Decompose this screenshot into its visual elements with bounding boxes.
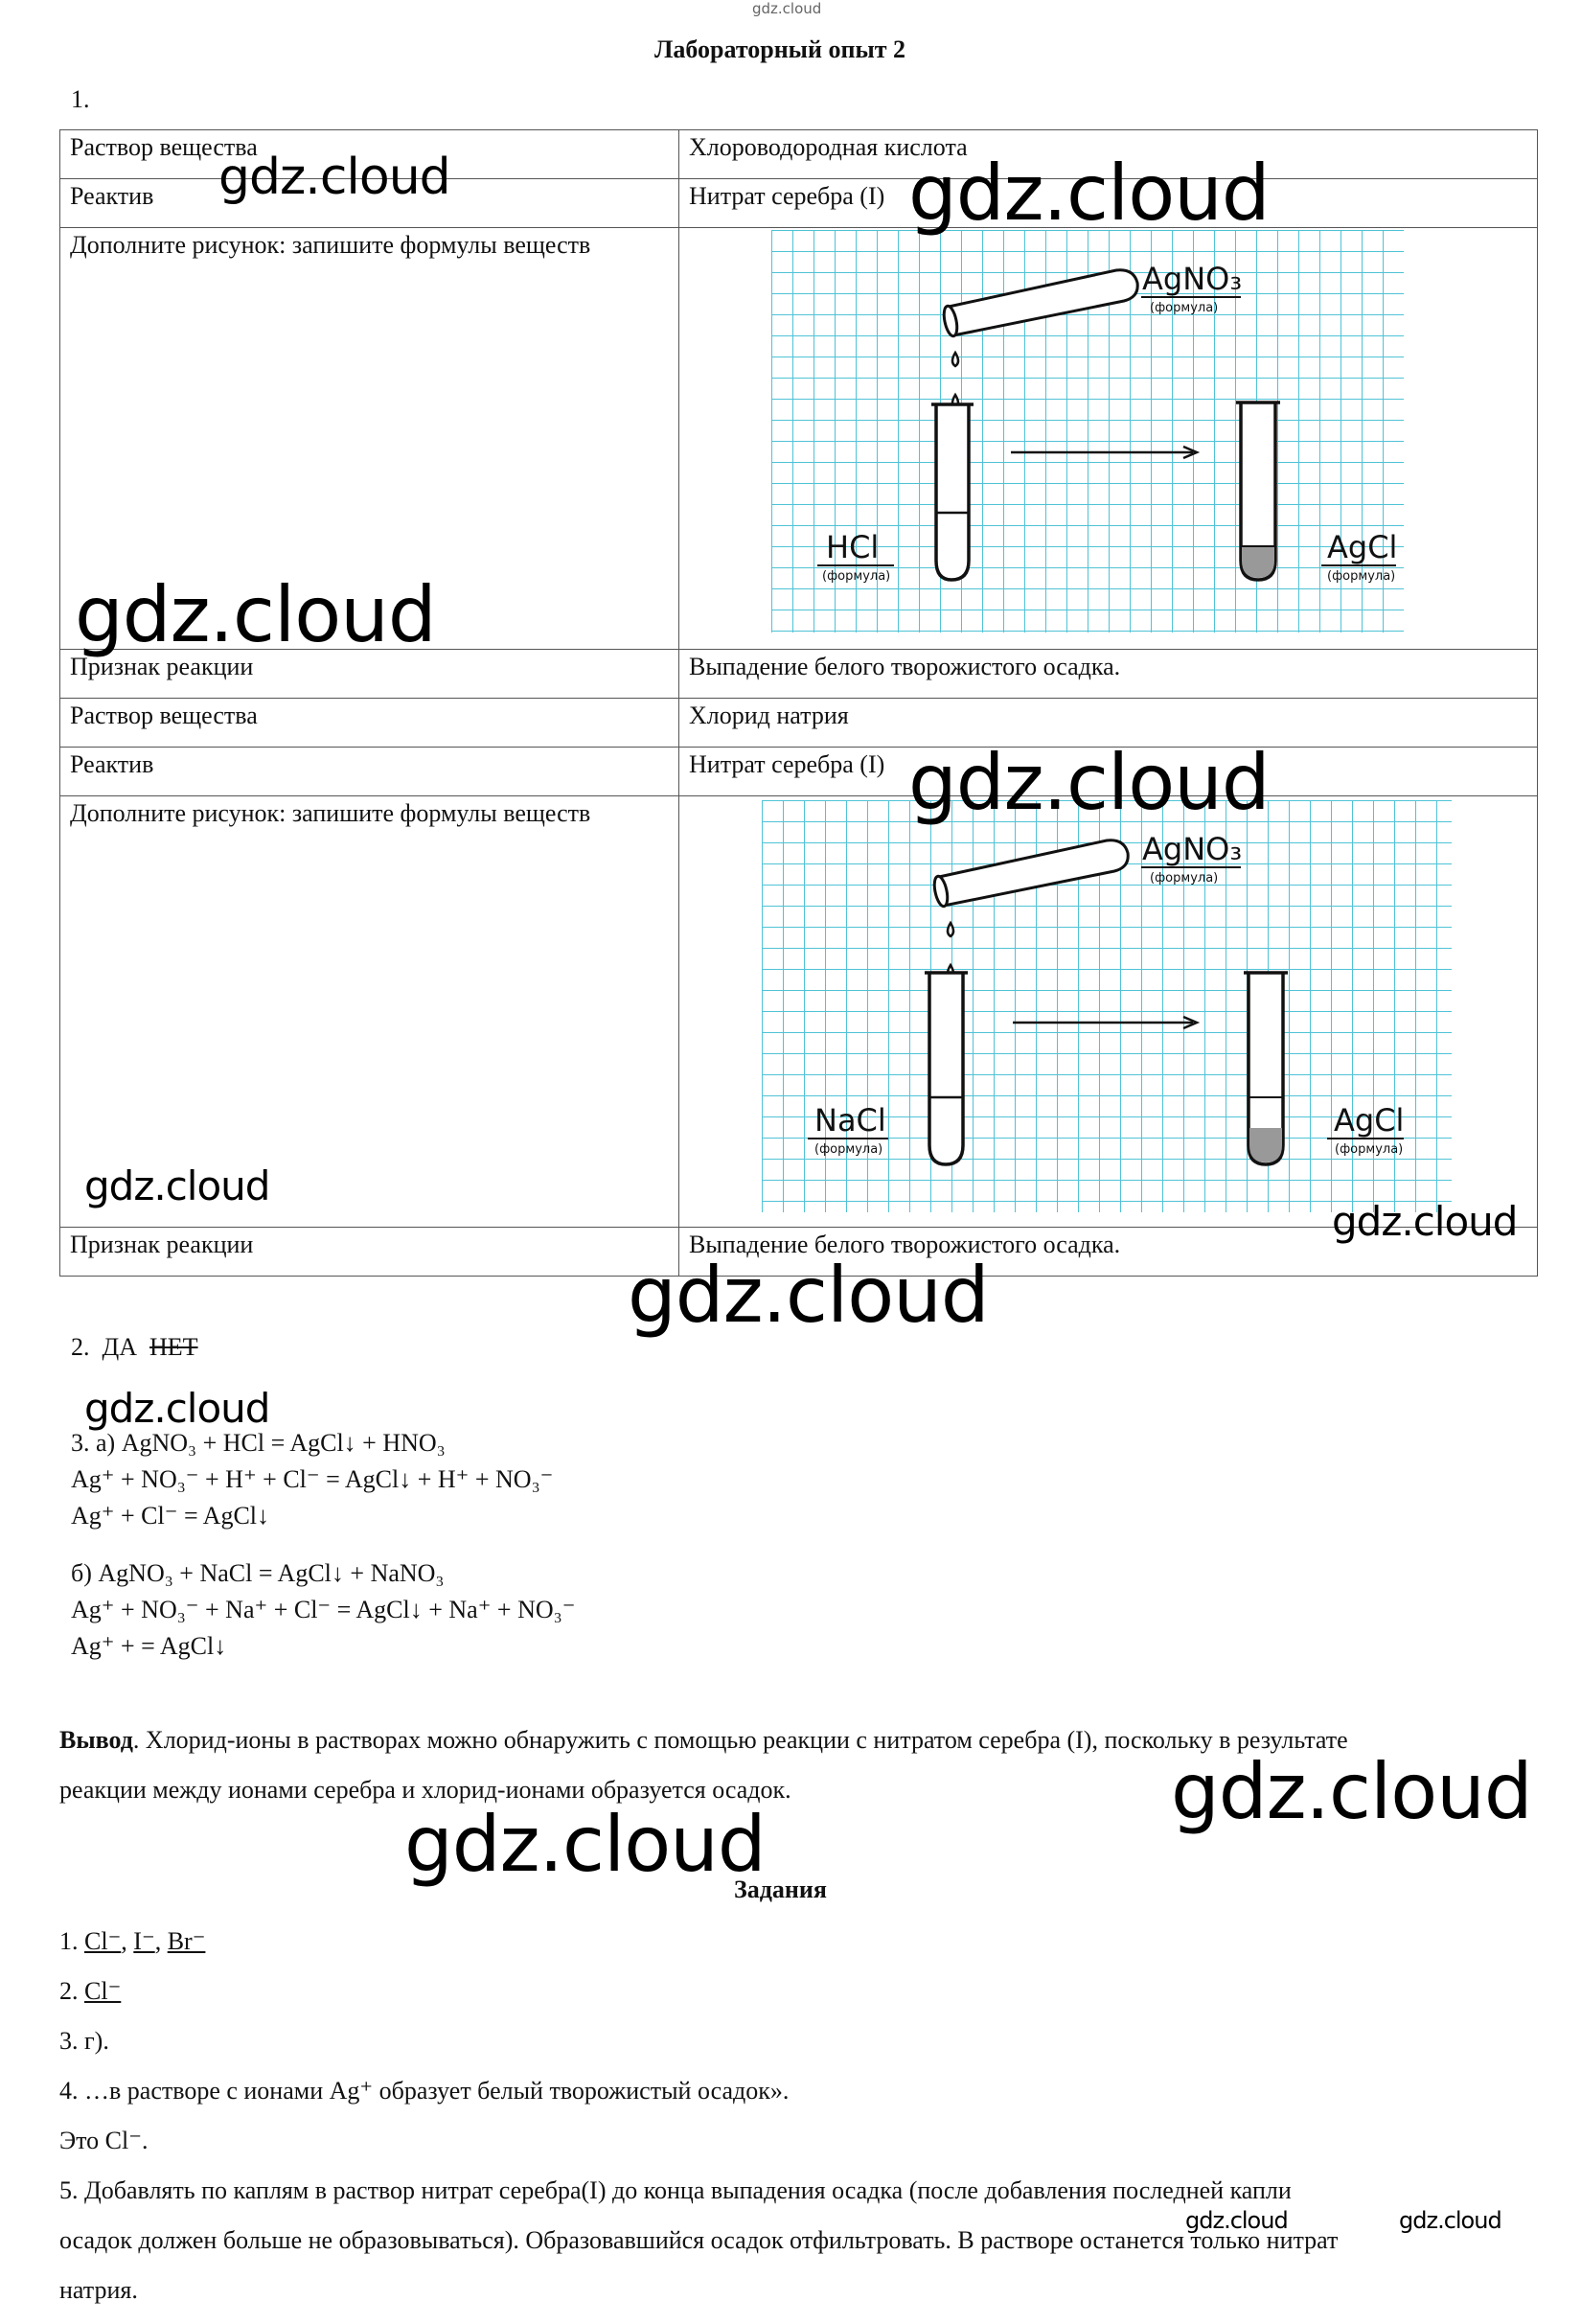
formula-caption: (формула) (814, 1142, 883, 1157)
table-cell: Реактив (60, 179, 679, 228)
equation-b2: Ag⁺ + NO₃⁻ + Na⁺ + Cl⁻ = AgCl↓ + Na⁺ + NO₃⁻ (71, 1596, 576, 1623)
conclusion-label: Вывод (59, 1726, 133, 1754)
right-test-tube-icon (1236, 403, 1280, 580)
task-1: 1. Cl⁻, I⁻, Br⁻ (59, 1927, 206, 1955)
reagent-formula: AgNO₃ (1142, 261, 1243, 297)
equation-b1: б) AgNO₃ + NaCl = AgCl↓ + NaNO₃ (71, 1559, 445, 1587)
answer-yes: ДА (102, 1333, 138, 1361)
task-4-line-1: 4. …в растворе с ионами Ag⁺ образует белый творожистый осадок». (59, 2077, 790, 2105)
table-cell: Признак реакции (60, 650, 679, 699)
table-cell: Раствор вещества (60, 130, 679, 179)
table-cell: Хлорид натрия (679, 699, 1538, 748)
watermark: gdz.cloud (628, 1251, 989, 1340)
watermark: gdz.cloud (84, 1385, 270, 1432)
left-tube-formula: NaCl (814, 1102, 886, 1139)
equation-a3: Ag⁺ + Cl⁻ = AgCl↓ (71, 1502, 270, 1530)
table-cell: Нитрат серебра (I) (679, 179, 1538, 228)
table-cell: Признак реакции (60, 1228, 679, 1277)
watermark: gdz.cloud (908, 738, 1270, 827)
equation-b3: Ag⁺ + = AgCl↓ (71, 1632, 227, 1660)
task-5-line-2: осадок должен больше не образовываться). Образовавшийся осадок отфильтровать. В растворе останется только нитрат (59, 2226, 1339, 2254)
conclusion-line-2: реакции между ионами серебра и хлорид-ионами образуется осадок. (59, 1776, 791, 1804)
answer-no: НЕТ (149, 1333, 198, 1361)
tasks-title: Задания (734, 1875, 827, 1903)
section-2: 2. ДА НЕТ (71, 1333, 198, 1361)
equation-a2: Ag⁺ + NO₃⁻ + H⁺ + Cl⁻ = AgCl↓ + H⁺ + NO₃⁻ (71, 1465, 554, 1493)
formula-caption: (формула) (1335, 1142, 1404, 1157)
right-tube-formula: AgCl (1334, 1102, 1405, 1139)
task-2: 2. Cl⁻ (59, 1977, 122, 2005)
conclusion-line-1: Вывод. Хлорид-ионы в растворах можно обнаружить с помощью реакции с нитратом серебра (I), поскольку в результате (59, 1726, 1348, 1754)
watermark: gdz.cloud (75, 570, 436, 659)
formula-caption: (формула) (822, 569, 891, 584)
left-test-tube-icon (931, 404, 974, 580)
table-cell: Реактив (60, 748, 679, 796)
table-cell: Нитрат серебра (I) (679, 748, 1538, 796)
watermark: gdz.cloud (404, 1800, 766, 1889)
task-5-line-3: натрия. (59, 2276, 138, 2304)
formula-caption: (формула) (1150, 301, 1219, 315)
watermark: gdz.cloud (84, 1162, 270, 1209)
formula-caption: (формула) (1327, 569, 1396, 584)
table-cell: Хлороводородная кислота (679, 130, 1538, 179)
table-cell: Дополните рисунок: запишите формулы веществ (60, 796, 679, 1228)
formula-caption: (формула) (1150, 871, 1219, 886)
right-test-tube-icon (1244, 973, 1288, 1164)
watermark: gdz.cloud (1399, 2207, 1501, 2234)
task-5-line-1: 5. Добавлять по каплям в раствор нитрат серебра(I) до конца выпадения осадка (после добавления последней капли (59, 2176, 1292, 2204)
page-title: Лабораторный опыт 2 (654, 35, 906, 63)
watermark: gdz.cloud (1171, 1747, 1532, 1836)
reaction-figure-2 (762, 800, 1452, 1212)
section-1-number: 1. (71, 85, 90, 113)
table-cell: Раствор вещества (60, 699, 679, 748)
table-cell: Выпадение белого творожистого осадка. (679, 1228, 1538, 1277)
left-test-tube-icon (925, 973, 968, 1164)
watermark: gdz.cloud (218, 149, 450, 206)
reaction-figure-1 (771, 230, 1404, 633)
left-tube-formula: HCl (826, 529, 880, 565)
table-row (60, 699, 1538, 748)
right-tube-formula: AgCl (1327, 529, 1398, 565)
table-row (60, 748, 1538, 796)
table-cell: Дополните рисунок: запишите формулы веществ (60, 228, 679, 650)
watermark: gdz.cloud (1185, 2207, 1288, 2234)
task-4-line-2: Это Cl⁻. (59, 2127, 149, 2154)
watermark: gdz.cloud (908, 149, 1270, 238)
equation-a1: 3. а) AgNO₃ + HCl = AgCl↓ + HNO₃ (71, 1429, 446, 1457)
task-3: 3. г). (59, 2027, 109, 2055)
table-cell: Выпадение белого творожистого осадка. (679, 650, 1538, 699)
header-mark: gdz.cloud (752, 0, 822, 17)
reagent-formula: AgNO₃ (1142, 831, 1243, 867)
watermark: gdz.cloud (1332, 1198, 1518, 1245)
